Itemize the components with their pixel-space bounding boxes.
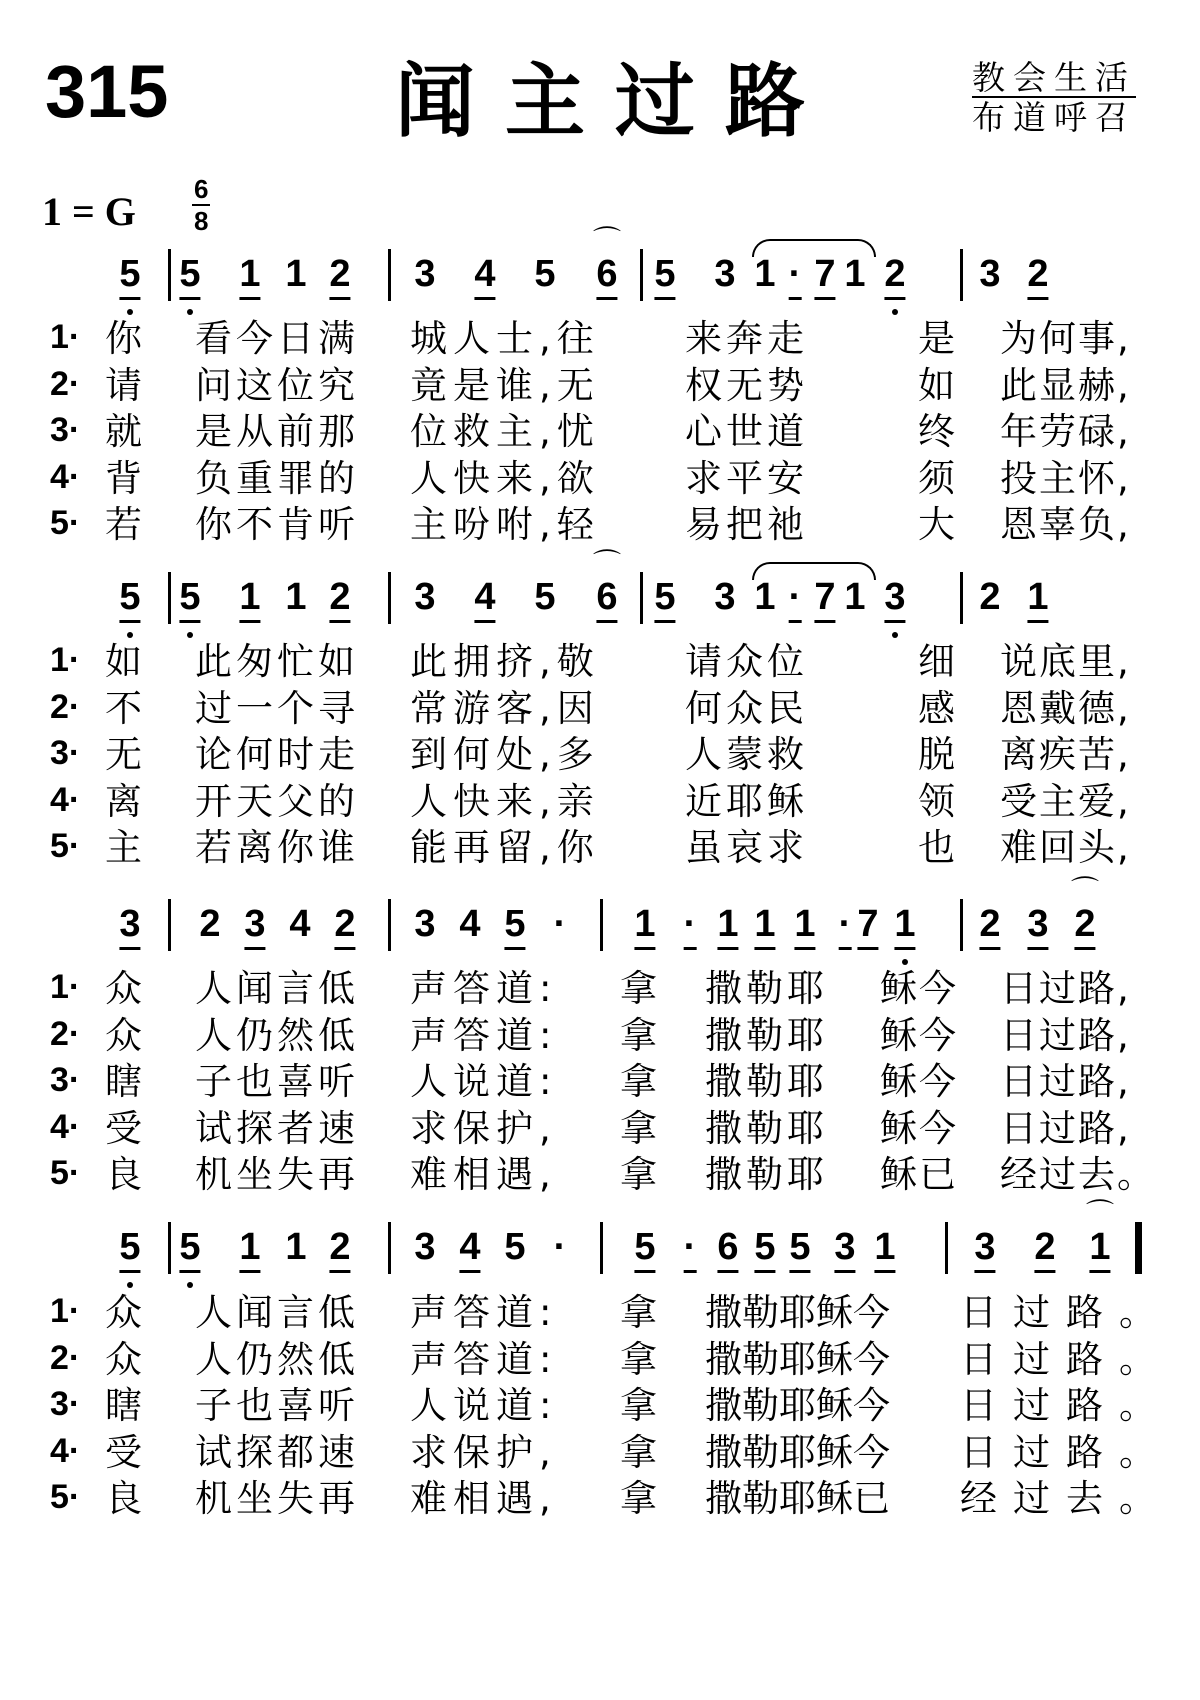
note: 5 (654, 255, 675, 300)
lyric-text: 撒勒耶稣今 (705, 1384, 890, 1427)
key-signature: 1 = G (42, 189, 136, 234)
note: 2 (1034, 1228, 1055, 1273)
note: 1 (894, 905, 915, 950)
note: 6 (717, 1228, 738, 1273)
note: 3 (884, 578, 905, 623)
note: 2 (1027, 255, 1048, 300)
lyric-line (0, 1430, 1200, 1480)
lyric-text: 试探都速 (195, 1430, 359, 1474)
note: 4 (459, 903, 481, 945)
lyric-line (0, 826, 1200, 875)
note: 7 (814, 255, 835, 300)
verse-number: 5· (50, 504, 81, 542)
lyric-text: 人闻言低 (195, 1291, 359, 1334)
lyric-text: 主吩咐,轻 (410, 503, 600, 546)
verse-number: 2· (50, 687, 81, 726)
note: 1 (717, 905, 738, 950)
lyric-text: 人闻言低 (195, 967, 359, 1010)
lyric-line (0, 410, 1200, 459)
lyric-text: 撒勒耶 (705, 967, 828, 1010)
note: 4 (459, 1228, 480, 1273)
lyric-text: 撒勒耶 (705, 1013, 828, 1057)
note: 1 (1089, 1228, 1110, 1273)
lyric-text: 瞎 (105, 1384, 142, 1427)
lyric-text: 能再留,你 (410, 826, 600, 869)
lyric-text: 声答道: (410, 1013, 558, 1057)
lyric-text: 拿 (620, 1291, 661, 1334)
lyric-text: 论何时走 (195, 733, 359, 776)
duration-dot: · (553, 903, 567, 945)
lyric-text: 年劳碌, (1000, 410, 1131, 453)
fermata: ⌒ (592, 547, 622, 580)
lyric-text: 位救主,忧 (410, 410, 600, 453)
lyric-text: 领 (918, 779, 959, 823)
lyric-text: 过一个寻 (195, 686, 359, 730)
lyric-text: 人蒙救 (685, 733, 808, 776)
lyric-text: 若离你谁 (195, 826, 359, 869)
lyric-text: 求保护, (410, 1106, 557, 1150)
lyric-text: 受主爱, (1000, 779, 1131, 823)
note: 1 (285, 253, 307, 295)
lyric-text: 受 (105, 1106, 142, 1150)
note: 5 (179, 1228, 200, 1273)
note: 3 (714, 253, 736, 295)
note: 2 (199, 903, 221, 945)
lyric-text: 近耶稣 (685, 779, 808, 823)
lyric-text: 撒勒耶稣今 (705, 1337, 890, 1381)
lyric-text: 此显赫, (1000, 363, 1131, 407)
lyric-text: 人说道: (410, 1060, 558, 1103)
lyric-text: 日过路, (1000, 1060, 1131, 1103)
lyric-text: 拿 (620, 1477, 661, 1520)
verse-number: 2· (50, 1338, 81, 1377)
note: 5 (504, 905, 525, 950)
lyric-text: 感 (918, 686, 959, 730)
lyric-text: 声答道: (410, 1291, 558, 1334)
lyric-text: 虽哀求 (685, 826, 808, 869)
note: 3 (414, 576, 436, 618)
lyric-text: 拿 (620, 1060, 661, 1103)
lyric-line (0, 1153, 1200, 1202)
lyric-text: 为何事, (1000, 317, 1131, 360)
verse-number: 3· (50, 1061, 81, 1099)
lyric-line (0, 1337, 1200, 1387)
bar-line (960, 249, 963, 301)
lyric-text: 拿 (620, 1013, 661, 1057)
lyric-text: 撒勒耶稣今 (705, 1291, 890, 1334)
lyric-text: 竟是谁,无 (410, 363, 600, 407)
verse-number: 4· (50, 780, 81, 819)
bar-line (168, 572, 171, 624)
bar-line (168, 899, 171, 951)
lyric-line (0, 1477, 1200, 1526)
note: 2 (329, 1228, 350, 1273)
bar-line (600, 1222, 603, 1274)
octave-dot (187, 1282, 193, 1288)
note: 5 (119, 578, 140, 623)
lyric-text: 也 (918, 826, 959, 869)
note: 1 (754, 576, 776, 618)
lyric-text: 稣今 (880, 1013, 958, 1057)
lyric-line (0, 1013, 1200, 1063)
hymn-title: 闻主过路 (395, 55, 835, 148)
note: 1 (239, 1228, 260, 1273)
lyric-text: 经过去。 (1000, 1153, 1156, 1196)
note: 1 (1027, 578, 1048, 623)
note: 2 (979, 905, 1000, 950)
lyric-text: 难相遇, (410, 1477, 557, 1520)
lyric-text: 负重罪的 (195, 456, 359, 500)
note: 2 (334, 905, 355, 950)
lyric-text: 脱 (918, 733, 959, 776)
lyric-text: 终 (918, 410, 959, 453)
lyric-text: 撒勒耶 (705, 1060, 828, 1103)
lyric-text: 如 (105, 640, 142, 683)
hymn-number: 315 (45, 50, 169, 133)
lyric-text: 难回头, (1000, 826, 1131, 869)
verse-number: 4· (50, 1431, 81, 1470)
note: 5 (534, 253, 556, 295)
note: 2 (979, 576, 1001, 618)
duration-dot: · (684, 1228, 697, 1273)
note: 5 (534, 576, 556, 618)
bar-line (960, 572, 963, 624)
category-line-1: 教会生活 (972, 58, 1136, 97)
lyric-text: 看今日满 (195, 317, 359, 360)
lyric-text: 人快来,亲 (410, 779, 600, 823)
verse-number: 5· (50, 1154, 81, 1192)
verse-number: 5· (50, 827, 81, 865)
lyric-text: 稣今 (880, 967, 958, 1010)
lyric-text: 若 (105, 503, 142, 546)
note: 7 (857, 905, 878, 950)
lyric-text: 此拥挤,敬 (410, 640, 600, 683)
octave-dot (902, 959, 908, 965)
lyric-text: 不 (105, 686, 142, 730)
note: 5 (179, 578, 200, 623)
lyric-text: 子也喜听 (195, 1384, 359, 1427)
category-line-2: 布道呼召 (972, 98, 1136, 137)
note: 6 (596, 578, 617, 623)
time-signature-top: 6 (194, 174, 209, 204)
lyric-text: 拿 (620, 1153, 661, 1196)
lyric-text: 受 (105, 1430, 142, 1474)
lyric-text: 恩辜负, (1000, 503, 1131, 546)
lyric-text: 到何处,多 (410, 733, 600, 776)
note: 3 (414, 1226, 436, 1268)
lyric-text: 如 (918, 363, 959, 407)
time-signature (192, 176, 210, 234)
lyric-text: 你 (105, 317, 142, 360)
lyric-text: 此匆忙如 (195, 640, 359, 683)
note: 1 (844, 576, 866, 618)
lyric-text: 日过路。 (960, 1430, 1172, 1474)
lyric-text: 日过路。 (960, 1384, 1172, 1427)
lyric-text: 机坐失再 (195, 1477, 359, 1520)
bar-line (168, 1222, 171, 1274)
lyric-text: 良 (105, 1153, 142, 1196)
lyric-text: 日过路, (1000, 967, 1131, 1010)
lyric-line (0, 317, 1200, 366)
note: 5 (634, 1228, 655, 1273)
lyric-text: 日过路, (1000, 1013, 1131, 1057)
note: 1 (754, 253, 776, 295)
lyric-text: 稣今 (880, 1060, 958, 1103)
duration-dot: · (789, 578, 802, 623)
note: 2 (1074, 905, 1095, 950)
octave-dot (892, 309, 898, 315)
octave-dot (127, 1282, 133, 1288)
lyric-text: 拿 (620, 967, 661, 1010)
bar-line (168, 249, 171, 301)
lyric-text: 求保护, (410, 1430, 557, 1474)
lyric-text: 声答道: (410, 1337, 558, 1381)
lyric-text: 常游客,因 (410, 686, 600, 730)
note: 1 (874, 1228, 895, 1273)
lyric-text: 众 (105, 1337, 142, 1381)
note: 1 (239, 255, 260, 300)
octave-dot (127, 632, 133, 638)
bar-line (640, 572, 643, 624)
verse-number: 3· (50, 411, 81, 449)
lyric-line (0, 779, 1200, 829)
verse-number: 1· (50, 1292, 81, 1330)
fermata: ⌒ (592, 224, 622, 257)
lyric-text: 声答道: (410, 967, 558, 1010)
lyric-text: 日过路。 (960, 1291, 1172, 1334)
lyric-line (0, 1384, 1200, 1433)
lyric-line (0, 456, 1200, 506)
lyric-text: 试探者速 (195, 1106, 359, 1150)
lyric-line (0, 363, 1200, 413)
lyric-text: 稣已 (880, 1153, 958, 1196)
duration-dot: · (839, 905, 852, 950)
octave-dot (187, 632, 193, 638)
verse-number: 4· (50, 1107, 81, 1146)
lyric-text: 城人士,往 (410, 317, 600, 360)
note: 4 (474, 255, 495, 300)
lyric-text: 撒勒耶 (705, 1153, 828, 1196)
note: 2 (329, 578, 350, 623)
duration-dot: · (789, 255, 802, 300)
note: 3 (834, 1228, 855, 1273)
lyric-text: 日过路, (1000, 1106, 1131, 1150)
note: 4 (289, 903, 311, 945)
note: 3 (1027, 905, 1048, 950)
note: 3 (414, 903, 436, 945)
lyric-line (0, 503, 1200, 552)
lyric-text: 无 (105, 733, 142, 776)
lyric-text: 须 (918, 456, 959, 500)
note: 5 (754, 1228, 775, 1273)
note: 2 (884, 255, 905, 300)
lyric-text: 人说道: (410, 1384, 558, 1427)
verse-number: 4· (50, 457, 81, 496)
lyric-line (0, 686, 1200, 736)
lyric-text: 人快来,欲 (410, 456, 600, 500)
note: 5 (654, 578, 675, 623)
lyric-text: 离 (105, 779, 142, 823)
time-signature-bottom: 8 (194, 206, 209, 236)
lyric-text: 撒勒耶稣今 (705, 1430, 890, 1474)
verse-number: 3· (50, 1385, 81, 1423)
bar-line (388, 899, 391, 951)
verse-number: 1· (50, 968, 81, 1006)
verse-number: 3· (50, 734, 81, 772)
lyric-text: 人仍然低 (195, 1337, 359, 1381)
lyric-text: 说底里, (1000, 640, 1131, 683)
lyric-text: 细 (918, 640, 959, 683)
lyric-text: 难相遇, (410, 1153, 557, 1196)
lyric-text: 日过路。 (960, 1337, 1172, 1381)
lyric-text: 请众位 (685, 640, 808, 683)
octave-dot (892, 632, 898, 638)
note: 2 (329, 255, 350, 300)
verse-number: 1· (50, 318, 81, 356)
note: 5 (179, 255, 200, 300)
lyric-text: 权无势 (685, 363, 808, 407)
lyric-text: 心世道 (685, 410, 808, 453)
lyric-text: 良 (105, 1477, 142, 1520)
lyric-text: 主 (105, 826, 142, 869)
lyric-text: 瞎 (105, 1060, 142, 1103)
lyric-text: 开天父的 (195, 779, 359, 823)
fermata: ⌒ (1085, 1197, 1115, 1230)
note: 1 (239, 578, 260, 623)
verse-number: 2· (50, 1014, 81, 1053)
lyric-text: 何众民 (685, 686, 808, 730)
bar-line (388, 572, 391, 624)
verse-number: 2· (50, 364, 81, 403)
lyric-line (0, 1106, 1200, 1156)
note: 3 (974, 1228, 995, 1273)
tie-slur (752, 239, 876, 257)
lyric-text: 恩戴德, (1000, 686, 1131, 730)
verse-number: 5· (50, 1478, 81, 1516)
lyric-text: 拿 (620, 1430, 661, 1474)
lyric-line (0, 733, 1200, 782)
tie-slur (752, 562, 876, 580)
note: 5 (119, 1228, 140, 1273)
note: 1 (794, 905, 815, 950)
lyric-text: 众 (105, 967, 142, 1010)
lyric-line (0, 1291, 1200, 1340)
fermata: ⌒ (1070, 874, 1100, 907)
note: 4 (474, 578, 495, 623)
octave-dot (127, 309, 133, 315)
bar-line (960, 899, 963, 951)
note: 6 (596, 255, 617, 300)
verse-number: 1· (50, 641, 81, 679)
lyric-text: 你不肯听 (195, 503, 359, 546)
lyric-text: 子也喜听 (195, 1060, 359, 1103)
note: 1 (285, 1226, 307, 1268)
note: 3 (714, 576, 736, 618)
lyric-text: 众 (105, 1013, 142, 1057)
lyric-text: 人仍然低 (195, 1013, 359, 1057)
lyric-text: 众 (105, 1291, 142, 1334)
note: 5 (504, 1226, 526, 1268)
note: 3 (244, 905, 265, 950)
lyric-text: 机坐失再 (195, 1153, 359, 1196)
lyric-text: 稣今 (880, 1106, 958, 1150)
lyric-line (0, 1060, 1200, 1109)
lyric-text: 拿 (620, 1106, 661, 1150)
note: 7 (814, 578, 835, 623)
lyric-text: 离疾苦, (1000, 733, 1131, 776)
lyric-text: 是从前那 (195, 410, 359, 453)
lyric-text: 就 (105, 410, 142, 453)
note: 3 (414, 253, 436, 295)
note: 1 (285, 576, 307, 618)
bar-line (945, 1222, 948, 1274)
lyric-text: 求平安 (685, 456, 808, 500)
bar-line (388, 249, 391, 301)
lyric-text: 撒勒耶稣已 (705, 1477, 890, 1520)
lyric-text: 请 (105, 363, 142, 407)
note: 3 (979, 253, 1001, 295)
note: 3 (119, 905, 140, 950)
octave-dot (187, 309, 193, 315)
lyric-line (0, 967, 1200, 1016)
note: 5 (119, 255, 140, 300)
lyric-text: 拿 (620, 1337, 661, 1381)
lyric-text: 背 (105, 456, 142, 500)
bar-line (1135, 1222, 1142, 1274)
lyric-text: 来奔走 (685, 317, 808, 360)
lyric-text: 大 (918, 503, 959, 546)
lyric-text: 拿 (620, 1384, 661, 1427)
lyric-text: 投主怀, (1000, 456, 1131, 500)
duration-dot: · (684, 905, 697, 950)
bar-line (640, 249, 643, 301)
lyric-text: 撒勒耶 (705, 1106, 828, 1150)
note: 1 (844, 253, 866, 295)
lyric-text: 是 (918, 317, 959, 360)
note: 1 (754, 905, 775, 950)
bar-line (600, 899, 603, 951)
note: 1 (634, 905, 655, 950)
note: 5 (789, 1228, 810, 1273)
lyric-text: 易把祂 (685, 503, 808, 546)
bar-line (388, 1222, 391, 1274)
lyric-line (0, 640, 1200, 689)
lyric-text: 经过去。 (960, 1477, 1172, 1520)
lyric-text: 问这位究 (195, 363, 359, 407)
duration-dot: · (553, 1226, 567, 1268)
